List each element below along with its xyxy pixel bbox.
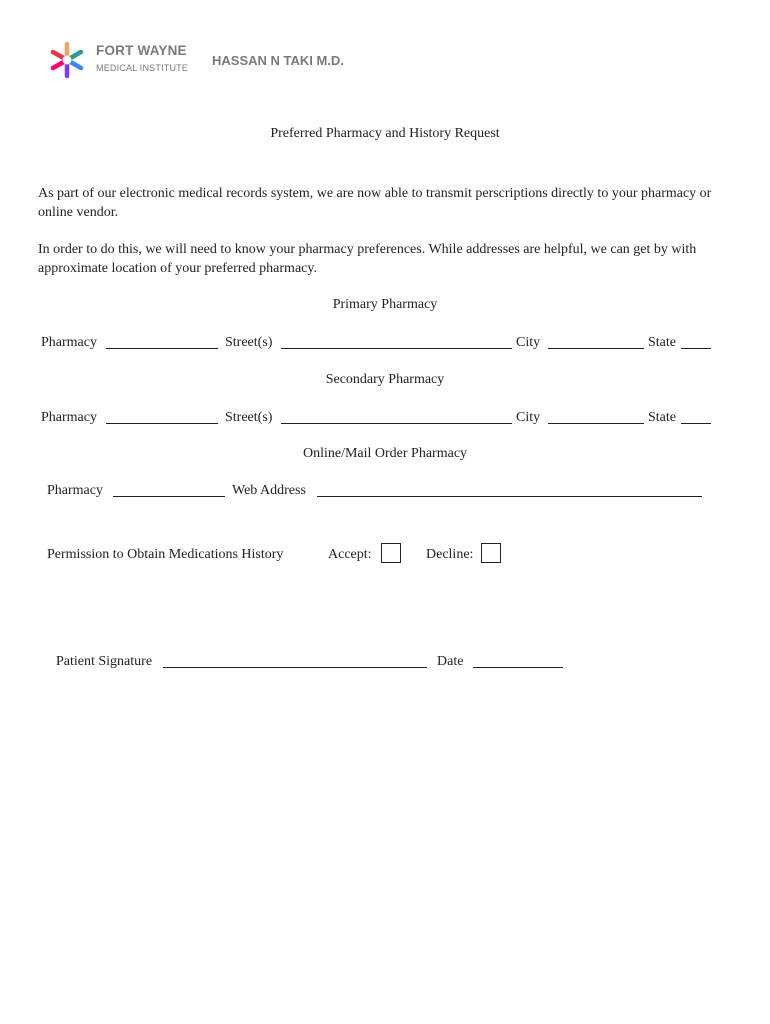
secondary-pharmacy-field[interactable] [106, 423, 218, 424]
org-name: FORT WAYNE [96, 43, 187, 58]
secondary-pharmacy-label: Pharmacy [41, 410, 97, 425]
secondary-state-label: State [648, 410, 676, 425]
online-pharmacy-label: Pharmacy [47, 483, 103, 498]
instruction-paragraph: In order to do this, we will need to know your pharmacy preferences. While addresses are helpful, we can get by with approximate location of your preferred pharmacy. [38, 242, 697, 276]
date-label: Date [437, 654, 464, 669]
starburst-logo-icon [48, 40, 86, 80]
web-address-field[interactable] [317, 496, 702, 497]
online-pharmacy-heading: Online/Mail Order Pharmacy [302, 446, 468, 461]
secondary-city-label: City [516, 410, 541, 425]
primary-city-field[interactable] [548, 348, 644, 349]
secondary-street-label: Street(s) [225, 410, 273, 425]
intro-paragraph: As part of our electronic medical records system, we are now able to transmit perscriptions directly to your pharmacy or online vendor. [38, 186, 712, 220]
accept-checkbox[interactable] [381, 543, 401, 563]
primary-state-field[interactable] [681, 348, 711, 349]
secondary-state-field[interactable] [681, 423, 711, 424]
primary-street-label: Street(s) [225, 335, 273, 350]
primary-state-label: State [648, 335, 676, 350]
secondary-street-field[interactable] [281, 423, 512, 424]
online-pharmacy-field[interactable] [113, 496, 225, 497]
date-field[interactable] [473, 667, 563, 668]
accept-label: Accept: [328, 547, 372, 562]
org-subtitle: MEDICAL INSTITUTE [96, 63, 189, 73]
primary-pharmacy-label: Pharmacy [41, 335, 97, 350]
secondary-city-field[interactable] [548, 423, 644, 424]
decline-checkbox[interactable] [481, 543, 501, 563]
web-address-label: Web Address [232, 483, 306, 498]
doctor-name: HASSAN N TAKI M.D. [212, 53, 344, 68]
patient-signature-field[interactable] [163, 667, 427, 668]
permission-label: Permission to Obtain Medications History [47, 547, 284, 562]
decline-label: Decline: [426, 547, 474, 562]
primary-pharmacy-heading: Primary Pharmacy [332, 297, 438, 312]
primary-pharmacy-field[interactable] [106, 348, 218, 349]
primary-city-label: City [516, 335, 541, 350]
patient-signature-label: Patient Signature [56, 654, 153, 669]
primary-street-field[interactable] [281, 348, 512, 349]
form-title: Preferred Pharmacy and History Request [270, 126, 500, 141]
secondary-pharmacy-heading: Secondary Pharmacy [325, 372, 445, 387]
